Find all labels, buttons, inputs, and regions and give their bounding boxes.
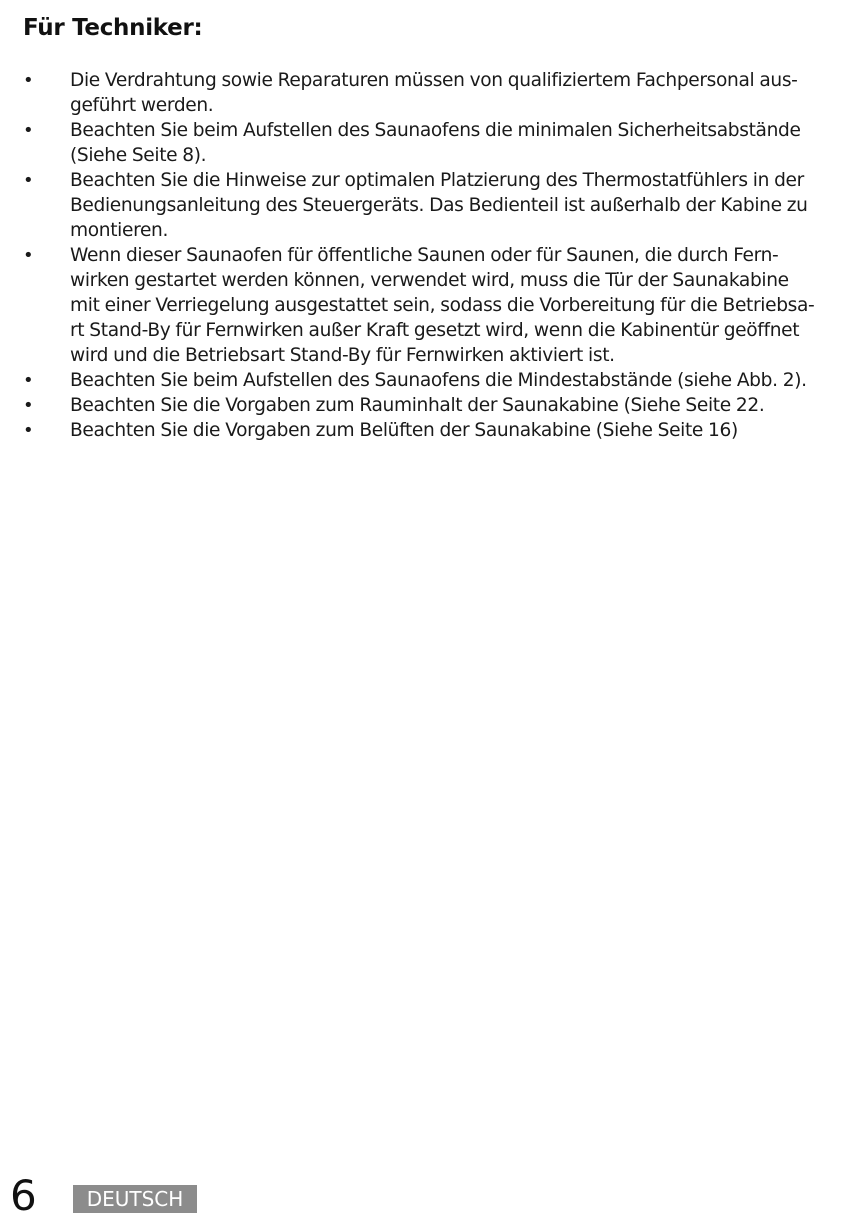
list-item (0, 393, 861, 418)
technician-notes-list (0, 68, 861, 443)
bullet-icon: • (23, 70, 34, 91)
bullet-icon: • (23, 370, 34, 391)
language-label: DEUTSCH (73, 1185, 197, 1213)
list-item-line: Beachten Sie die Vorgaben zum Belüften der Saunakabine (Siehe Seite 16) (70, 420, 738, 441)
list-item-line: Bedienungsanleitung des Steuergeräts. Das Bedienteil ist außerhalb der Kabine zu (70, 195, 808, 216)
list-item-line: wirken gestartet werden können, verwendet wird, muss die Tür der Saunakabine (70, 270, 789, 291)
bullet-icon: • (23, 420, 34, 441)
list-item (0, 418, 861, 443)
list-item-line: montieren. (70, 220, 169, 241)
bullet-icon: • (23, 170, 34, 191)
list-item (0, 368, 861, 393)
list-item-line: Wenn dieser Saunaofen für öffentliche Saunen oder für Saunen, die durch Fern- (70, 245, 779, 266)
bullet-icon: • (23, 120, 34, 141)
list-item (0, 68, 861, 118)
list-item-line: wird und die Betriebsart Stand-By für Fernwirken aktiviert ist. (70, 345, 615, 366)
list-item-line: Beachten Sie die Vorgaben zum Rauminhalt der Saunakabine (Siehe Seite 22. (70, 395, 765, 416)
list-item-line: rt Stand-By für Fernwirken außer Kraft gesetzt wird, wenn die Kabinentür geöffnet (70, 320, 800, 341)
section-heading: Für Techniker: (23, 15, 203, 41)
list-item-line: Beachten Sie beim Aufstellen des Saunaofens die Mindestabstände (siehe Abb. 2). (70, 370, 807, 391)
list-item-line: Beachten Sie die Hinweise zur optimalen Platzierung des Thermostatfühlers in der (70, 170, 804, 191)
list-item (0, 118, 861, 168)
list-item (0, 243, 861, 368)
bullet-icon: • (23, 395, 34, 416)
list-item-line: Beachten Sie beim Aufstellen des Saunaofens die minimalen Sicherheitsabstände (70, 120, 801, 141)
list-item-line: Die Verdrahtung sowie Reparaturen müssen von qualifiziertem Fachpersonal aus- (70, 70, 798, 91)
list-item-line: geführt werden. (70, 95, 214, 116)
list-item (0, 168, 861, 243)
page-number: 6 (10, 1171, 37, 1220)
bullet-icon: • (23, 245, 34, 266)
list-item-line: (Siehe Seite 8). (70, 145, 207, 166)
list-item-line: mit einer Verriegelung ausgestattet sein, sodass die Vorbereitung für die Betriebsa- (70, 295, 815, 316)
